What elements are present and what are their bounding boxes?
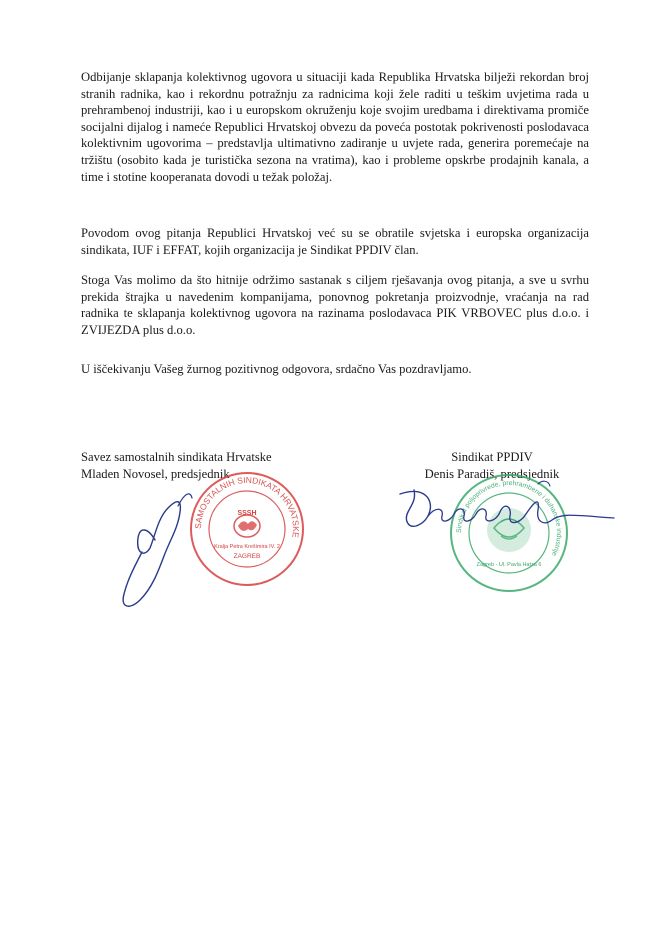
signatory-organization-right: Sindikat PPDIV — [451, 450, 533, 464]
signature-paradis — [392, 476, 622, 546]
paragraph-meeting-request: Stoga Vas molimo da što hitnije održimo sastanak s ciljem rješavanja ovog pitanja, a sve u svrhu prekida štrajka u navedenim kompanijama, ponovnog pokretanja proizvodnje, vraćanja na rad radnika te sklapanja kolektivnog ugovora na razinama poslodavaca PIK VRBOVEC plus d.o.o. i ZVIJEZDA plus d.o.o. — [81, 273, 589, 337]
stamp-right-city: Zagreb - Ul. Pavla Hatza 6 — [476, 562, 542, 568]
signatory-person-right: Denis Paradiš, predsjednik — [424, 466, 560, 481]
signatory-person-left: Mladen Novosel, predsjednik — [81, 466, 230, 481]
signatory-organization-left: Savez samostalnih sindikata Hrvatske — [81, 450, 272, 464]
paragraph-closing: U iščekivanju Vašeg žurnog pozitivnog odgovora, srdačno Vas pozdravljamo. — [81, 362, 472, 376]
stamp-right-ring-text: Sindikat poljoprivrede, prehrambene i duhanske industrije — [455, 479, 563, 557]
signature-novosel — [100, 468, 220, 618]
paragraph-iuf-effat: Povodom ovog pitanja Republici Hrvatskoj već su se obratile svjetska i europska organizacija sindikata, IUF i EFFAT, kojih organizacija je Sindikat PPDIV član. — [81, 226, 589, 257]
stamp-left-inner-text: Kralja Petra Krešimira IV. 2 — [214, 544, 280, 550]
stamp-left-center-text: SSSH — [237, 510, 257, 517]
stamp-left-city: ZAGREB — [233, 553, 261, 560]
paragraph-refusal: Odbijanje sklapanja kolektivnog ugovora u situaciji kada Republika Hrvatska bilježi rekordan broj stranih radnika, kao i rekordnu potražnju za radnicima koji žele raditi u teškim uvjetima rada u prehrambenoj industriji, kao i u europskom okruženju koje svojim uredbama i direktivama promiče socijalni dijalog i nameće Republici Hrvatskoj obvezu da poveća postotak pokrivenosti poslodavaca kolektivnim ugovorima – predstavlja ultimativno zadiranje u uvjete rada, generira poremećaje na tržištu (osobito kada je turistička sezona na vratima), kao i probleme opskrbe prodajnih kanala, a time i stotine kooperanata dovodi u težak položaj. — [81, 70, 589, 184]
stamp-left-ring-text: SAMOSTALNIH SINDIKATA HRVATSKE — [192, 474, 302, 539]
